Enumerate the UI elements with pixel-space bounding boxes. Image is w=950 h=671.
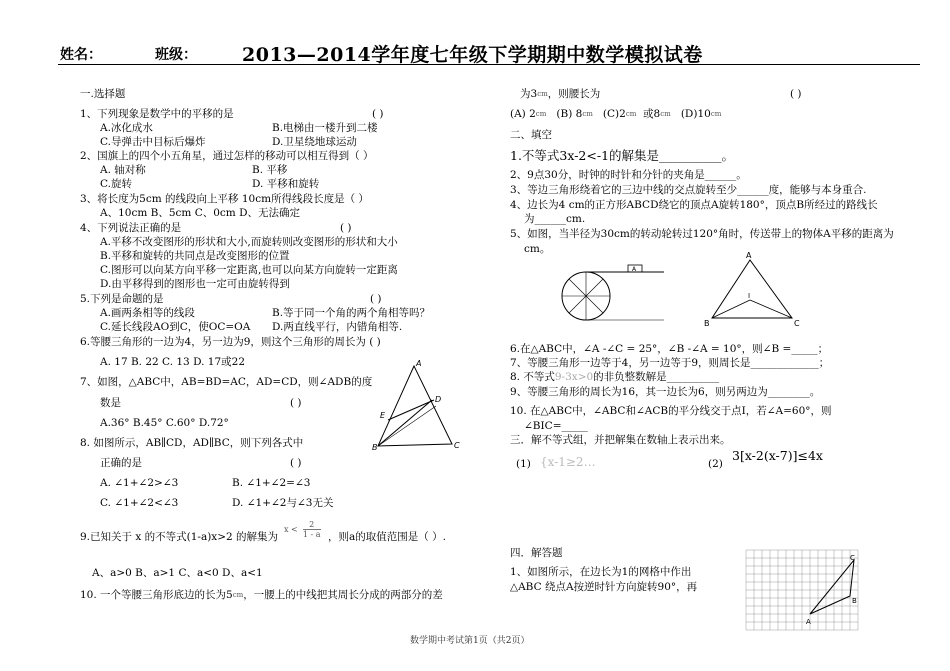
fig10-label-a: A [746, 251, 752, 260]
q7-text: 7、如图，△ABC中，AB=BD=AC，AD=CD，则∠ADB的度 [80, 376, 373, 388]
fig5-label-a: A [632, 266, 637, 273]
fill-q5-cont: cm。 [524, 243, 551, 255]
q5-wheel-belt-figure [560, 260, 670, 330]
fig10-label-i: I [748, 292, 751, 300]
q1-text: 1、下列现象是数学中的平移的是 [80, 108, 234, 120]
q10-text-post: ，一腰上的中线把其周长分成的两部分的差 [243, 589, 443, 601]
fig7-label-d: D [435, 395, 442, 404]
q10-option-a-unit: cm [535, 110, 547, 118]
q1-option-b: B.电梯由一楼升到二楼 [272, 122, 378, 134]
q10-option-d: (D)10 [680, 108, 711, 120]
fill-q4: 4、边长为4 cm的正方形ABCD绕它的顶点A旋转180°，顶点B所经过的路线长 [510, 199, 878, 211]
fill-q8-post: 的非负整数解是__________ [593, 371, 720, 383]
fill-q10: 10. 在△ABC中，∠ABC和∠ACB的平分线交于点I，若∠A=60°，则 [510, 405, 832, 417]
fill-q1: 1.不等式3x-2<-1的解集是__________。 [510, 148, 735, 163]
section-answer-heading: 四．解答题 [510, 547, 563, 559]
q4-text: 4、下列说法正确的是 [80, 222, 182, 234]
q10-option-d-unit: cm [710, 110, 722, 118]
q10c-unit: cm [537, 90, 548, 98]
q9-frac-num: 2 [303, 520, 321, 530]
fill-q7: 7、等腰三角形一边等于4，另一边等于9，则周长是_____________； [510, 357, 830, 369]
q7-triangle-figure [372, 358, 462, 458]
fill-q4-cont: 为______cm. [524, 213, 586, 225]
q9-options: A、a>0 B、a>1 C、a<0 D、a<1 [92, 567, 263, 579]
q5-text: 5.下列是命题的是 [80, 293, 164, 305]
q7-options: A.36° B.45° C.60° D.72° [100, 417, 229, 429]
q1-answer-paren: ( ) [372, 108, 384, 120]
q3-text: 3、将长度为5cm 的线段向上平移 10cm所得线段长度是（ ） [80, 193, 369, 205]
rotation-grid-figure [742, 548, 868, 634]
q5-option-b: B.等于同一个角的两个角相等吗？ [272, 307, 431, 319]
answer-q1-cont: △ABC 绕点A按逆时针方向旋转90°，再 [510, 581, 698, 593]
q2-option-b: B. 平移 [252, 164, 288, 176]
q2-option-c: C.旋转 [100, 178, 132, 190]
fig10-label-b: B [704, 319, 710, 328]
q5-option-a: A.画两条相等的线段 [100, 307, 195, 319]
q9-text: 9.已知关于 x 的不等式(1-a)x>2 的解集为 [80, 531, 279, 543]
q10-option-b: (B) 8 [556, 108, 583, 120]
grid-label-c: C [850, 554, 855, 562]
q4-answer-paren: ( ) [340, 222, 352, 234]
ineq-q1-label: (1) [516, 458, 531, 470]
q8-option-a: A. ∠1+∠2>∠3 [100, 477, 179, 489]
q2-option-a: A. 轴对称 [100, 164, 146, 176]
q7-text-cont: 数是 [100, 397, 121, 409]
fill-q10-cont: ∠BIC=_____ [524, 420, 588, 432]
grid-label-b: B [852, 597, 857, 605]
q9-text-post: ，则a的取值范围是（ ）. [328, 531, 446, 543]
q10-answer-paren: ( ) [790, 88, 802, 100]
q8-text: 8. 如图所示，AB∥CD，AD∥BC，则下列各式中 [80, 437, 304, 449]
q10-text [80, 589, 443, 602]
fill-q3: 3、等边三角形绕着它的三边中线的交点旋转至少______度，能够与本身重合. [510, 184, 867, 196]
q1-option-d: D.卫星绕地球运动 [272, 136, 357, 148]
ineq-q1-system: {x-1≥2… [540, 455, 596, 469]
q8-answer-paren: ( ) [290, 457, 302, 469]
page-title: 2013—2014学年度七年级下学期期中数学模拟试卷 [242, 44, 703, 66]
q10c-post: ，则腰长为 [547, 88, 601, 100]
q7-answer-paren: ( ) [290, 397, 302, 409]
fig7-label-b: B [372, 443, 378, 452]
q6-options: A. 17 B. 22 C. 13 D. 17或22 [100, 356, 246, 368]
q8-option-b: B. ∠1+∠2=∠3 [232, 477, 311, 489]
q10-unit: cm [232, 591, 244, 599]
q2-text: 2、国旗上的四个小五角星，通过怎样的移动可以相互得到（ ） [80, 150, 374, 162]
fig7-label-c: C [454, 441, 460, 450]
fig10-label-c: C [794, 319, 800, 328]
q2-option-d: D. 平移和旋转 [252, 178, 320, 190]
grid-label-a: A [806, 618, 811, 626]
q9-frac-den: 1 - a [302, 530, 321, 539]
section-inequality-heading: 三．解不等式组，并把解集在数轴上表示出来。 [510, 434, 731, 446]
q4-option-b: B.平移和旋转的共同点是改变图形的位置 [100, 250, 290, 262]
fig7-label-a: A [416, 359, 422, 368]
q4-option-c: C.图形可以向某方向平移一定距离,也可以向某方向旋转一定距离 [100, 264, 398, 276]
fill-q8-pre: 8. 不等式 [510, 371, 555, 383]
q10-triangle-figure [700, 250, 810, 330]
q4-option-d: D.由平移得到的图形也一定可由旋转得到 [100, 278, 290, 290]
q9-frac [303, 520, 321, 539]
q1-option-c: C.导弹击中目标后爆炸 [100, 136, 206, 148]
q10-option-c-unit: cm [625, 110, 637, 118]
q10-options [510, 108, 721, 121]
q9-fraction [284, 519, 321, 539]
q1-option-a: A.冰化成水 [100, 122, 153, 134]
q5-option-d: D.两直线平行，内错角相等. [272, 321, 403, 333]
q4-option-a: A.平移不改变图形的形状和大小,而旋转则改变图形的形状和大小 [100, 236, 398, 248]
fig7-label-e: E [380, 411, 386, 420]
section-choice-heading: 一.选择题 [80, 88, 126, 100]
q10-option-c2-unit: cm [660, 110, 671, 118]
class-label: 班级： [155, 47, 197, 63]
q6-text: 6.等腰三角形的一边为4，另一边为9，则这个三角形的周长为 ( ) [80, 336, 381, 348]
fill-q5: 5、如图，当半径为30cm的转动轮转过120°角时，传送带上的物体A平移的距离为 [510, 228, 894, 240]
ineq-q2-label: (2) [708, 458, 723, 470]
ineq-q2-expression: 3[x-2(x-7)]≤4x [732, 448, 823, 463]
q3-options: A、10cm B、5cm C、0cm D、无法确定 [100, 207, 300, 219]
q8-option-d: D. ∠1+∠2与∠3无关 [232, 497, 334, 509]
q5-option-c: C.延长线段AO到C，使OC=OA [100, 321, 251, 333]
fill-q8-inequality: 9-3x>0 [554, 371, 594, 383]
fill-q2: 2、9点30分，时钟的时针和分针的夹角是______。 [510, 169, 747, 181]
q5-answer-paren: ( ) [370, 293, 382, 305]
answer-q1: 1、如图所示，在边长为1的网格中作出 [510, 566, 692, 578]
q10-option-b-unit: cm [582, 110, 593, 118]
fill-q8 [510, 371, 719, 384]
q10-option-c2: 或8 [643, 108, 661, 120]
q10-option-a: (A) 2 [510, 108, 536, 120]
page-footer: 数学期中考试第1页（共2页） [410, 636, 530, 646]
q9-frac-lhs: x < [284, 525, 298, 534]
fill-q9: 9、等腰三角形的周长为16，其一边长为6，则另两边为________。 [510, 386, 821, 398]
header-rule [58, 64, 920, 65]
q10c-pre: 为3 [520, 88, 538, 100]
q8-text-cont: 正确的是 [100, 457, 142, 469]
fill-q6: 6.在△ABC中，∠A -∠C = 25°，∠B -∠A = 10°，则∠B =_____； [510, 343, 829, 355]
q10-option-c: (C)2 [602, 108, 626, 120]
name-label: 姓名： [60, 47, 102, 63]
q10-continued [520, 88, 600, 101]
q8-option-c: C. ∠1+∠2<∠3 [100, 497, 179, 509]
section-fill-heading: 二、填空 [510, 129, 552, 141]
q10-text-pre: 10. 一个等腰三角形底边的长为5 [80, 589, 233, 601]
